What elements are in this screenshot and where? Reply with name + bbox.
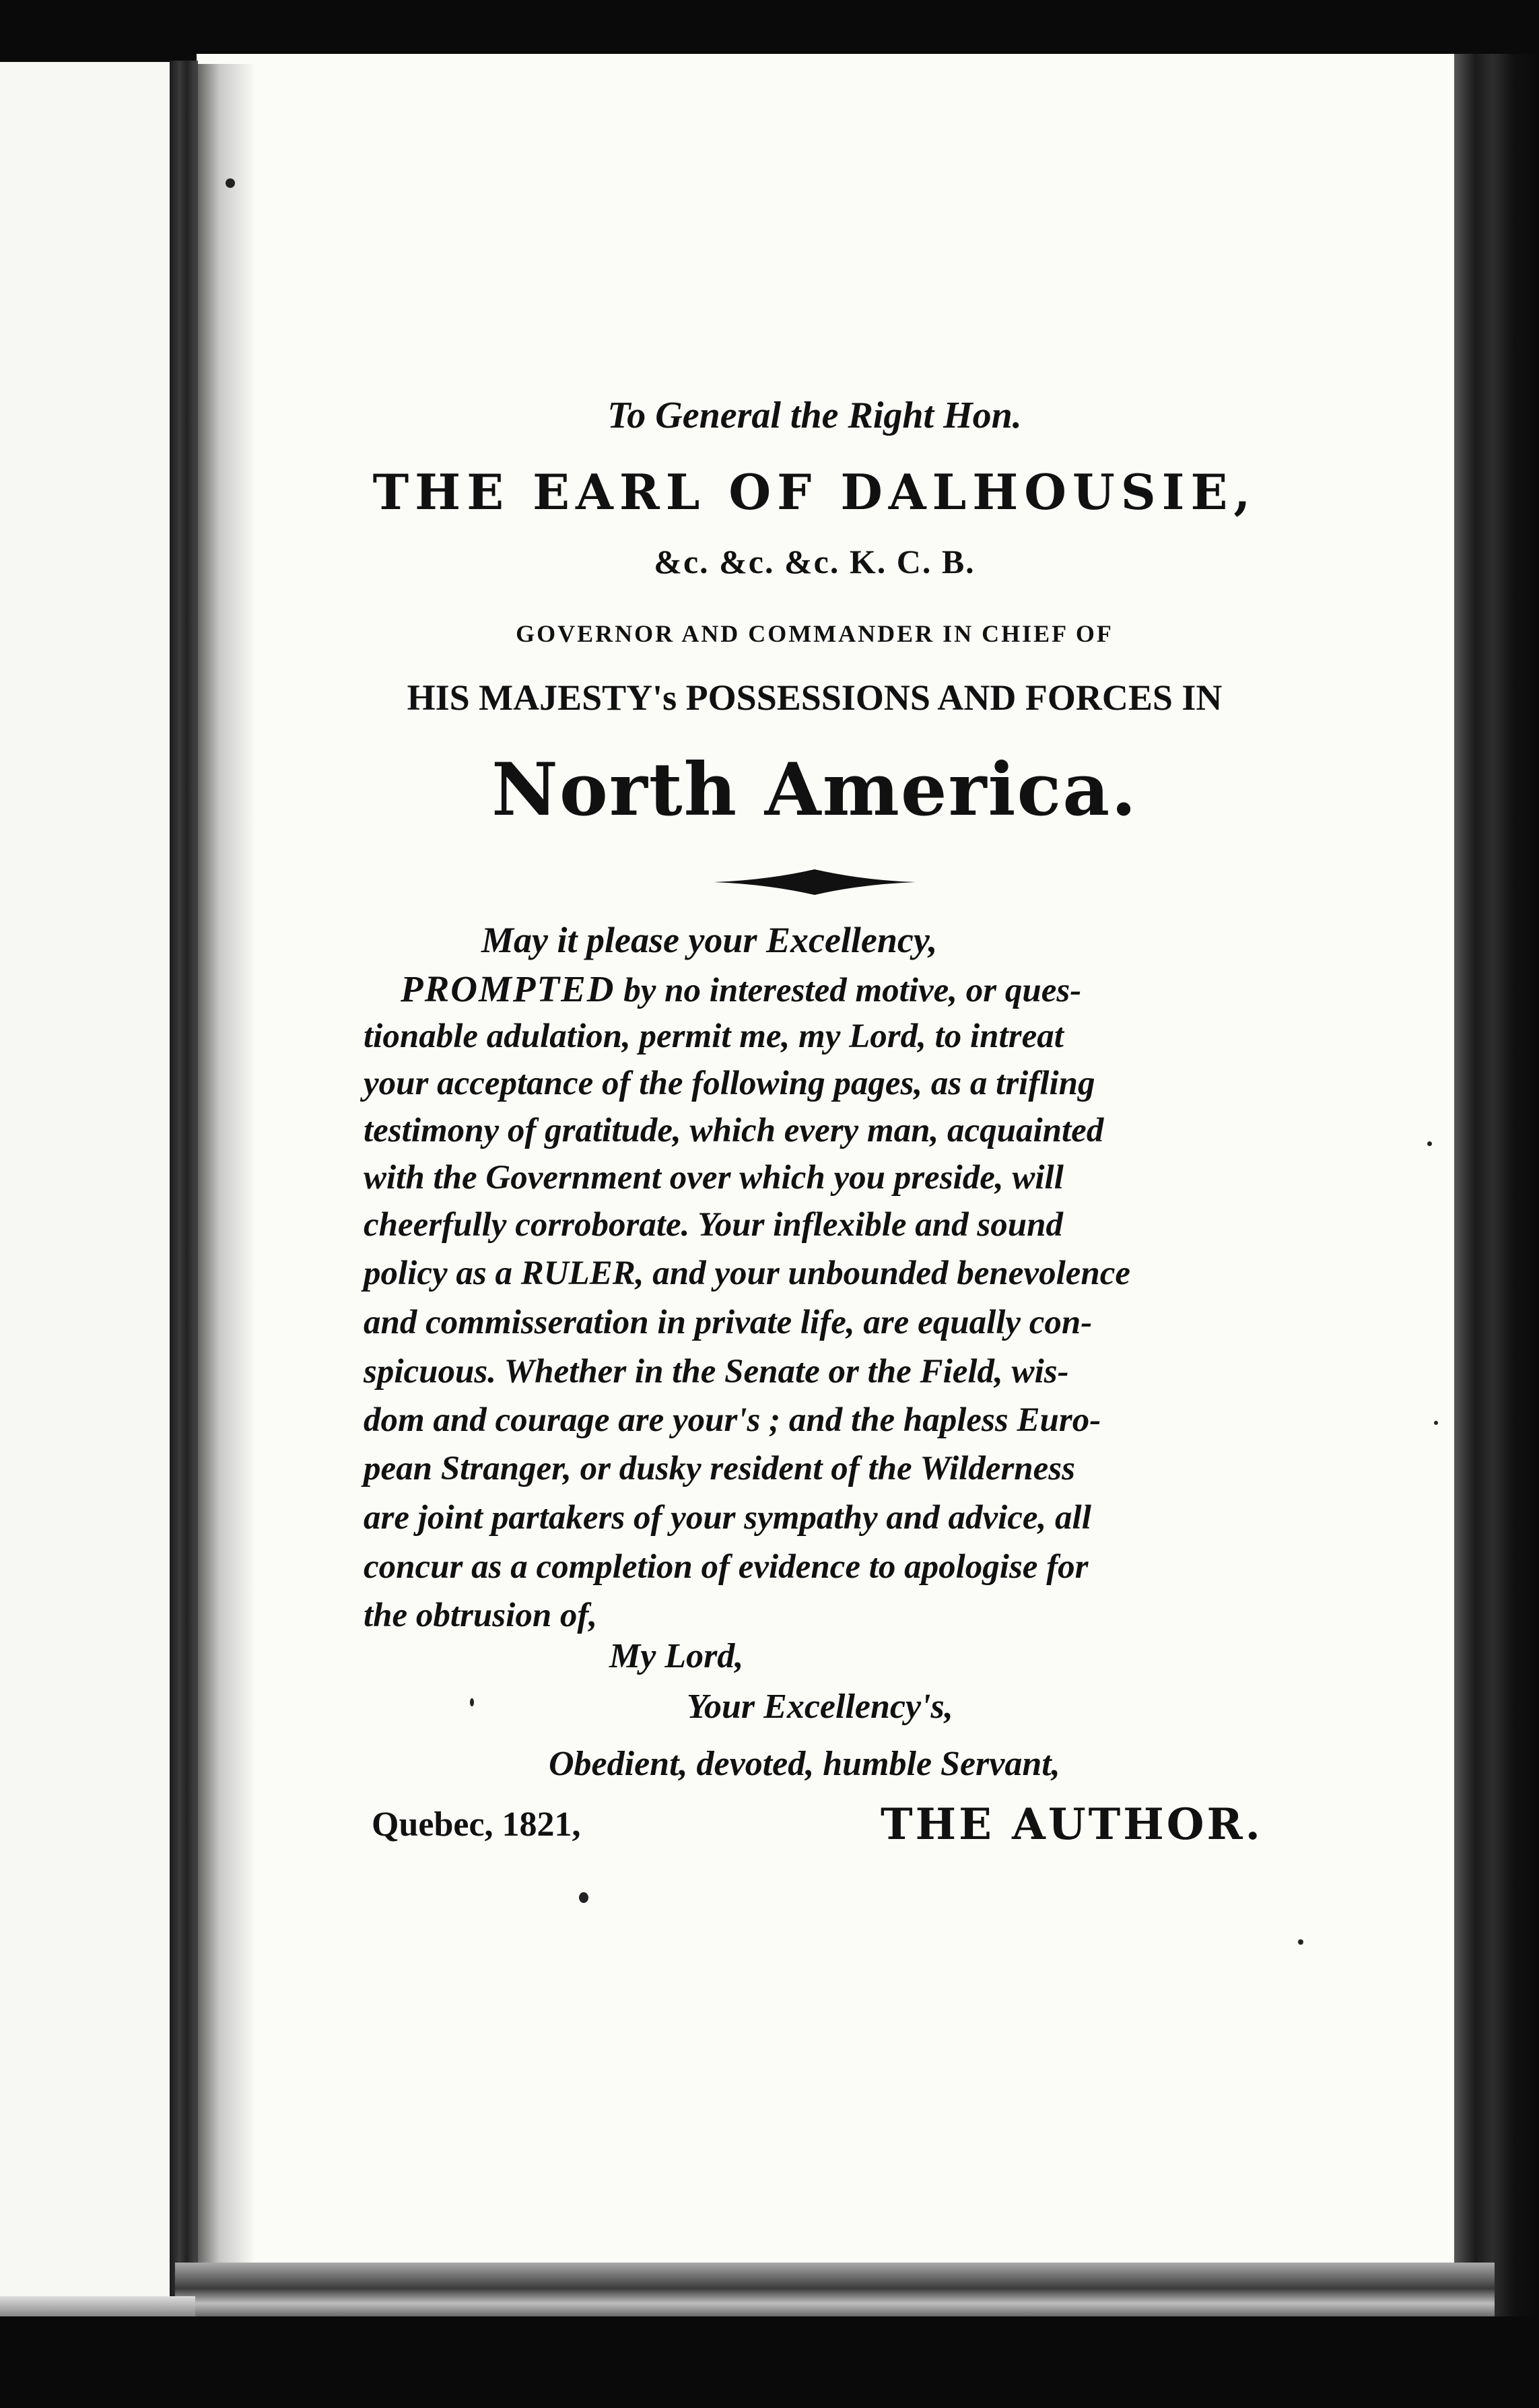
closing-address: My Lord, <box>609 1637 744 1675</box>
place-and-date: Quebec, 1821, <box>372 1805 581 1844</box>
facing-page-edge <box>0 62 172 2318</box>
letter-line: and commisseration in private life, are equally con- <box>364 1304 1093 1341</box>
letter-line: policy as a RULER, and your unbounded benevolence <box>364 1255 1131 1292</box>
letter-line: your acceptance of the following pages, as a trifling <box>364 1065 1095 1102</box>
letter-line-text: by no interested motive, or ques- <box>615 972 1082 1009</box>
dedication-line-earl: THE EARL OF DALHOUSIE, <box>372 463 1257 521</box>
dedication-line-region: North America. <box>491 747 1138 832</box>
scan-border-top <box>0 0 1539 61</box>
dedication-line-honours: &c. &c. &c. K. C. B. <box>654 543 976 580</box>
speck <box>470 1698 474 1706</box>
scan-border-bottom <box>0 2316 1539 2408</box>
letter-line: cheerfully corroborate. Your inflexible and sound <box>364 1206 1063 1244</box>
dedication-line-addressee: To General the Right Hon. <box>607 395 1022 436</box>
letter-line: with the Government over which you preside, will <box>364 1159 1064 1197</box>
speck <box>1427 1141 1432 1146</box>
ornament-rule <box>714 865 916 899</box>
lead-word: PROMPTED <box>401 968 615 1009</box>
closing-title: Your Excellency's, <box>687 1687 953 1726</box>
letter-line: testimony of gratitude, which every man, acquainted <box>364 1112 1104 1149</box>
letter-line: dom and courage are your's ; and the hapless Euro- <box>364 1401 1101 1439</box>
letter-line: pean Stranger, or dusky resident of the Wilderness <box>364 1450 1075 1487</box>
letter-salutation: May it please your Excellency, <box>481 920 938 960</box>
dedication-line-office: GOVERNOR AND COMMANDER IN CHIEF OF <box>516 620 1114 647</box>
gutter-shadow <box>195 64 256 2300</box>
speck <box>579 1892 588 1903</box>
letter-line: tionable adulation, permit me, my Lord, to intreat <box>364 1017 1064 1055</box>
page-fore-edge <box>1454 54 1539 2357</box>
letter-line <box>401 968 1081 1010</box>
speck <box>1434 1421 1438 1425</box>
speck <box>1298 1939 1303 1945</box>
dedication-line-possessions: HIS MAJESTY's POSSESSIONS AND FORCES IN <box>407 677 1223 718</box>
closing-servant: Obedient, devoted, humble Servant, <box>549 1745 1060 1783</box>
letter-line: the obtrusion of, <box>364 1597 598 1634</box>
letter-line: concur as a completion of evidence to apologise for <box>364 1548 1089 1586</box>
book-gutter <box>170 61 198 2330</box>
letter-line: are joint partakers of your sympathy and advice, all <box>364 1499 1091 1537</box>
signature: THE AUTHOR. <box>881 1799 1263 1850</box>
letter-line: spicuous. Whether in the Senate or the Field, wis- <box>364 1353 1069 1391</box>
speck <box>226 178 235 188</box>
